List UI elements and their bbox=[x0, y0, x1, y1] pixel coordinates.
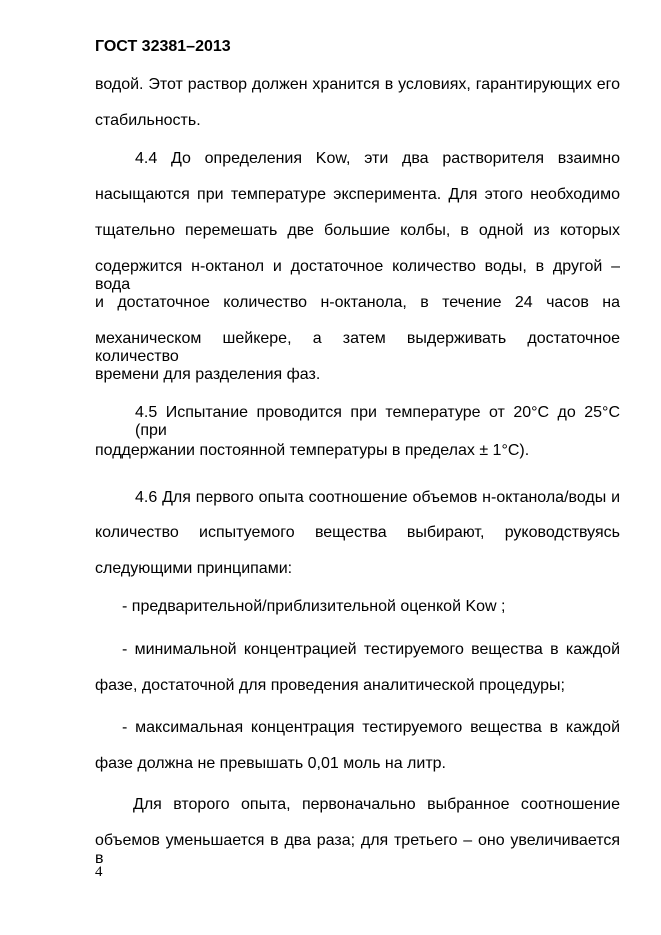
text-line: поддержании постоянной температуры в пределах ± 1°C). bbox=[95, 442, 530, 459]
list-item: - максимальная концентрация тестируемого вещества в каждой bbox=[122, 719, 620, 736]
paragraph-line: Для второго опыта, первоначально выбранное соотношение bbox=[133, 796, 620, 813]
text-line: стабильность. bbox=[95, 112, 201, 129]
text-line: времени для разделения фаз. bbox=[95, 366, 321, 383]
text-line: количество испытуемого вещества выбирают, руководствуясь bbox=[95, 524, 620, 541]
text-line: фазе должна не превышать 0,01 моль на литр. bbox=[95, 755, 446, 772]
document-header: ГОСТ 32381–2013 bbox=[95, 38, 231, 55]
paragraph-4-5-line: 4.5 Испытание проводится при температуре от 20°C до 25°C (при bbox=[135, 404, 620, 439]
text-line: объемов уменьшается в два раза; для третьего – оно увеличивается в bbox=[95, 832, 620, 867]
page-number: 4 bbox=[95, 864, 103, 880]
paragraph-4-6-line: 4.6 Для первого опыта соотношение объемов н-октанола/воды и bbox=[135, 489, 620, 506]
text-line: следующими принципами: bbox=[95, 560, 293, 577]
text-line: тщательно перемешать две большие колбы, в одной из которых bbox=[95, 222, 620, 239]
text-line: водой. Этот раствор должен хранится в условиях, гарантирующих его bbox=[95, 76, 620, 93]
text-line: содержится н-октанол и достаточное количество воды, в другой – вода bbox=[95, 258, 620, 293]
paragraph-4-4-line: 4.4 До определения Kow, эти два растворителя взаимно bbox=[135, 150, 620, 167]
text-line: насыщаются при температуре эксперимента. Для этого необходимо bbox=[95, 186, 620, 203]
list-item: - предварительной/приблизительной оценкой Kow ; bbox=[122, 598, 506, 615]
text-line: механическом шейкере, а затем выдерживать достаточное количество bbox=[95, 330, 620, 365]
text-line: и достаточное количество н-октанола, в течение 24 часов на bbox=[95, 294, 620, 311]
text-line: фазе, достаточной для проведения аналитической процедуры; bbox=[95, 677, 565, 694]
list-item: - минимальной концентрацией тестируемого вещества в каждой bbox=[122, 641, 620, 658]
